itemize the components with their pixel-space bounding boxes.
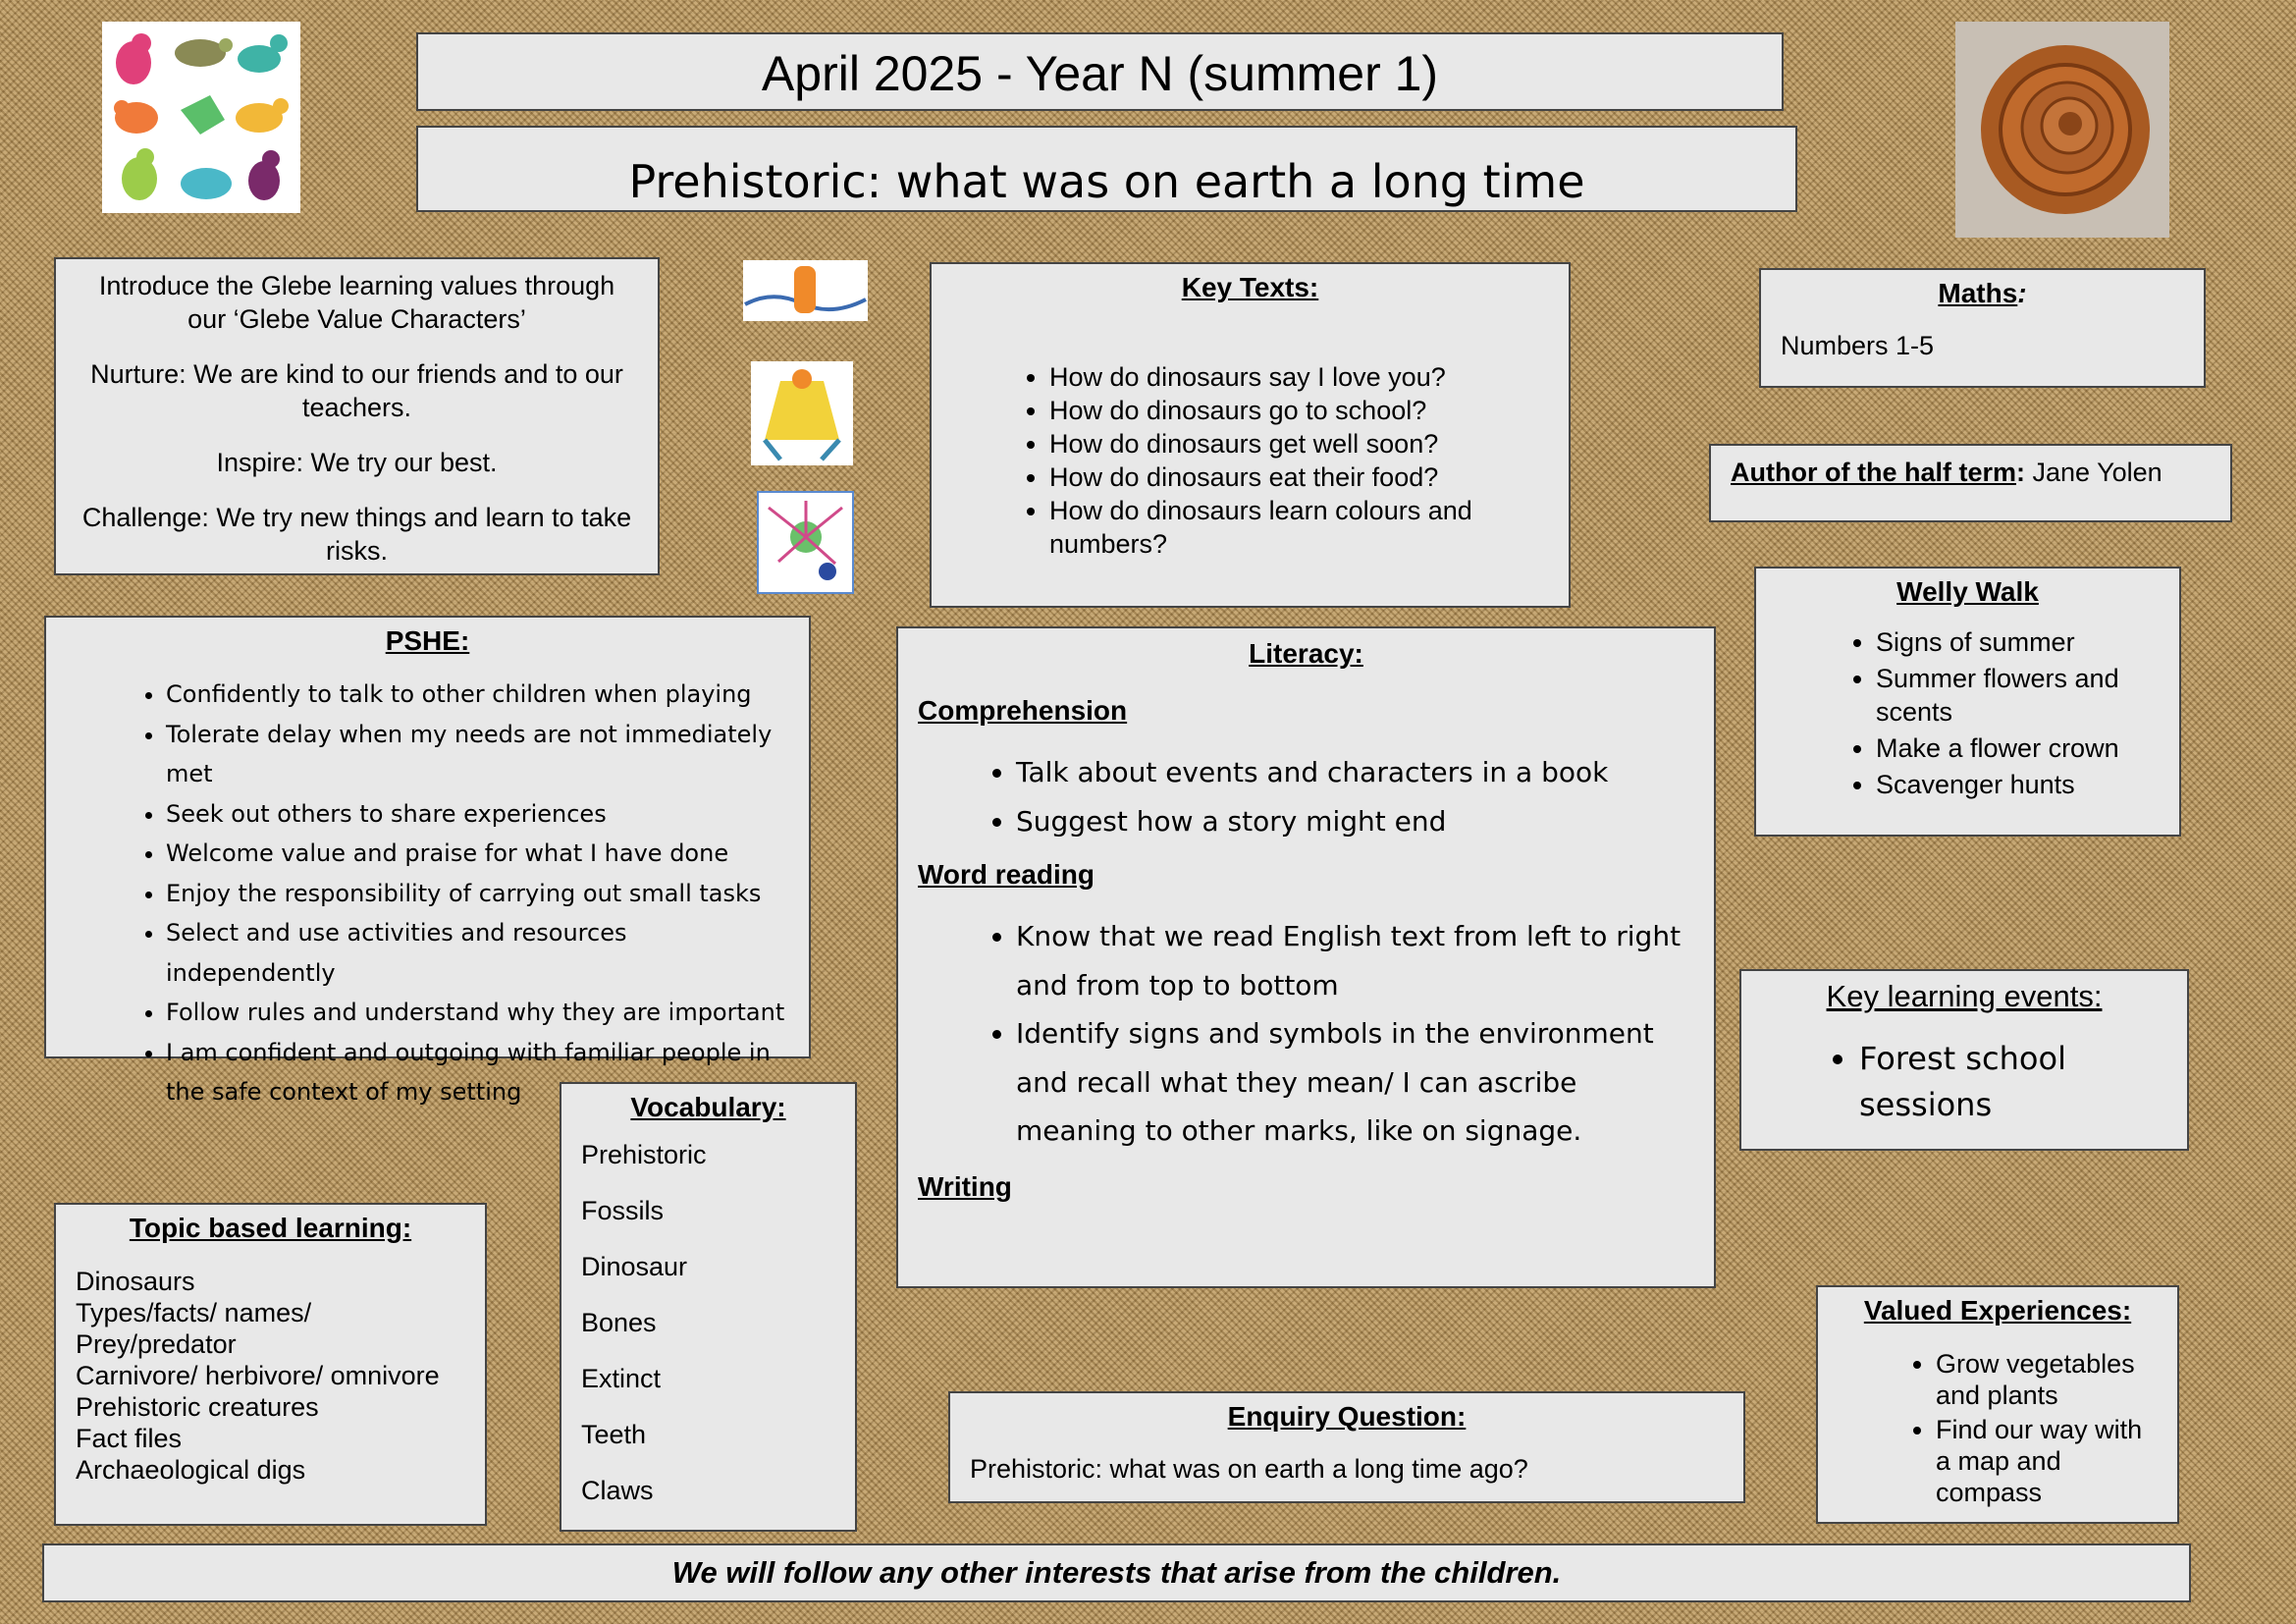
- vocabulary-list: [581, 1127, 835, 1519]
- author-name: Jane Yolen: [2025, 458, 2163, 487]
- welly-walk-heading: Welly Walk: [1896, 576, 2039, 607]
- vocabulary-heading: Vocabulary:: [630, 1092, 786, 1122]
- valued-experiences-list: [1828, 1348, 2167, 1508]
- key-events-list: [1751, 1036, 2177, 1128]
- list-item: • Enjoy the responsibility of carrying out small tasks: [166, 874, 799, 914]
- list-item: Claws: [581, 1476, 654, 1505]
- list-item: • Forest school sessions: [1859, 1036, 2177, 1128]
- list-item: Prehistoric: [581, 1140, 707, 1169]
- maths-box: [1759, 268, 2206, 388]
- author-label: Author of the half term: [1731, 458, 2016, 487]
- key-texts-box: [930, 262, 1571, 608]
- key-events-heading: Key learning events:: [1826, 979, 2103, 1013]
- list-item: • Follow rules and understand why they are important: [166, 993, 799, 1033]
- list-item: Dinosaur: [581, 1252, 688, 1281]
- list-item: • How do dinosaurs go to school?: [1049, 394, 1559, 427]
- list-item: Carnivore/ herbivore/ omnivore: [76, 1361, 440, 1390]
- values-nurture: Nurture: We are kind to our friends and to our teachers.: [90, 359, 623, 422]
- comprehension-heading: Comprehension: [918, 695, 1128, 726]
- ammonite-fossil-image: [1955, 22, 2169, 238]
- topic-learning-box: [54, 1203, 487, 1526]
- list-item: • Scavenger hunts: [1876, 768, 2160, 801]
- nurture-character-image: [743, 260, 868, 321]
- footer-text: We will follow any other interests that arise from the children.: [671, 1555, 1562, 1590]
- list-item: Dinosaurs: [76, 1267, 195, 1296]
- topic-learning-heading: Topic based learning:: [129, 1213, 412, 1243]
- topic-learning-list: [76, 1266, 465, 1486]
- key-texts-list: [941, 360, 1559, 561]
- literacy-box: [896, 626, 1716, 1288]
- list-item: • Welcome value and praise for what I have done: [166, 834, 799, 874]
- list-item: • I am confident and outgoing with familiar people in the safe context of my setting: [166, 1033, 799, 1112]
- list-item: • How do dinosaurs learn colours and numbers?: [1049, 494, 1559, 561]
- page-title: [416, 32, 1784, 111]
- enquiry-box: [948, 1391, 1745, 1503]
- list-item: • Find our way with a map and compass: [1936, 1414, 2158, 1508]
- list-item: • Signs of summer: [1876, 625, 2160, 659]
- values-challenge: Challenge: We try new things and learn to take risks.: [81, 503, 632, 566]
- author-box: [1709, 444, 2232, 522]
- welly-walk-box: [1754, 567, 2181, 837]
- key-events-box: [1739, 969, 2189, 1151]
- list-item: Prehistoric creatures: [76, 1392, 319, 1422]
- writing-heading: Writing: [918, 1170, 1012, 1202]
- literacy-heading: Literacy:: [1249, 638, 1363, 669]
- list-item: Fossils: [581, 1196, 665, 1225]
- list-item: Teeth: [581, 1420, 647, 1449]
- list-item: • Suggest how a story might end: [1016, 797, 1694, 846]
- enquiry-heading: Enquiry Question:: [1227, 1401, 1467, 1432]
- pshe-list: [56, 675, 799, 1112]
- list-item: Fact files: [76, 1424, 183, 1453]
- footer-banner: [42, 1543, 2191, 1602]
- dino-yellow-icon: [236, 98, 289, 133]
- author-colon: :: [2016, 458, 2025, 487]
- topic-title: [416, 126, 1797, 212]
- dino-green-icon: [181, 95, 225, 135]
- maths-content: Numbers 1-5: [1781, 331, 1935, 360]
- valued-experiences-box: [1816, 1285, 2179, 1524]
- list-item: • Confidently to talk to other children when playing: [166, 675, 799, 715]
- list-item: • How do dinosaurs get well soon?: [1049, 427, 1559, 460]
- values-intro: Introduce the Glebe learning values through our ‘Glebe Value Characters’: [98, 271, 615, 334]
- list-item: • Select and use activities and resources independently: [166, 913, 799, 993]
- list-item: • How do dinosaurs eat their food?: [1049, 460, 1559, 494]
- valued-experiences-heading: Valued Experiences:: [1863, 1295, 2132, 1326]
- list-item: • Make a flower crown: [1876, 731, 2160, 765]
- dino-turtle-icon: [175, 38, 233, 67]
- page-title-text: April 2025 - Year N (summer 1): [761, 46, 1439, 101]
- list-item: Types/facts/ names/: [76, 1298, 312, 1327]
- word-reading-list: [918, 912, 1694, 1156]
- list-item: Extinct: [581, 1364, 662, 1393]
- list-item: • Know that we read English text from left to right and from top to bottom: [1016, 912, 1686, 1009]
- maths-heading: Maths: [1938, 278, 2018, 308]
- dino-orange-icon: [114, 100, 158, 134]
- list-item: • How do dinosaurs say I love you?: [1049, 360, 1559, 394]
- inspire-character-image: [751, 361, 853, 465]
- vocabulary-box: [560, 1082, 857, 1532]
- list-item: • Talk about events and characters in a book: [1016, 748, 1694, 797]
- values-inspire: Inspire: We try our best.: [216, 448, 498, 477]
- list-item: • Seek out others to share experiences: [166, 794, 799, 835]
- dinosaurs-image: [102, 22, 300, 213]
- enquiry-question: Prehistoric: what was on earth a long time ago?: [970, 1454, 1528, 1484]
- glebe-values-box: [54, 257, 660, 575]
- pshe-box: [44, 616, 811, 1106]
- list-item: Archaeological digs: [76, 1455, 306, 1485]
- maths-heading-row: [1781, 278, 2184, 309]
- maths-colon: :: [2017, 278, 2027, 308]
- dino-pink-icon: [116, 33, 151, 84]
- list-item: Prey/predator: [76, 1329, 237, 1359]
- list-item: • Grow vegetables and plants: [1936, 1348, 2158, 1411]
- dino-teal-icon: [238, 34, 288, 73]
- list-item: Bones: [581, 1308, 657, 1337]
- list-item: • Identify signs and symbols in the environment and recall what they mean/ I can ascribe meaning to other marks, like on signage.: [1016, 1009, 1686, 1156]
- welly-walk-list: [1766, 625, 2169, 801]
- word-reading-heading: Word reading: [918, 859, 1095, 890]
- pshe-heading: PSHE:: [385, 625, 470, 656]
- list-item: • Tolerate delay when my needs are not immediately met: [166, 715, 799, 794]
- dino-purple-icon: [248, 150, 280, 200]
- comprehension-list: [918, 748, 1694, 845]
- list-item: • Summer flowers and scents: [1876, 662, 2160, 729]
- topic-title-text: Prehistoric: what was on earth a long time: [628, 155, 1585, 208]
- challenge-character-image: [757, 491, 854, 594]
- dino-blue-icon: [181, 168, 232, 199]
- key-texts-heading: Key Texts:: [1181, 272, 1319, 302]
- dino-lightgreen-icon: [122, 148, 157, 200]
